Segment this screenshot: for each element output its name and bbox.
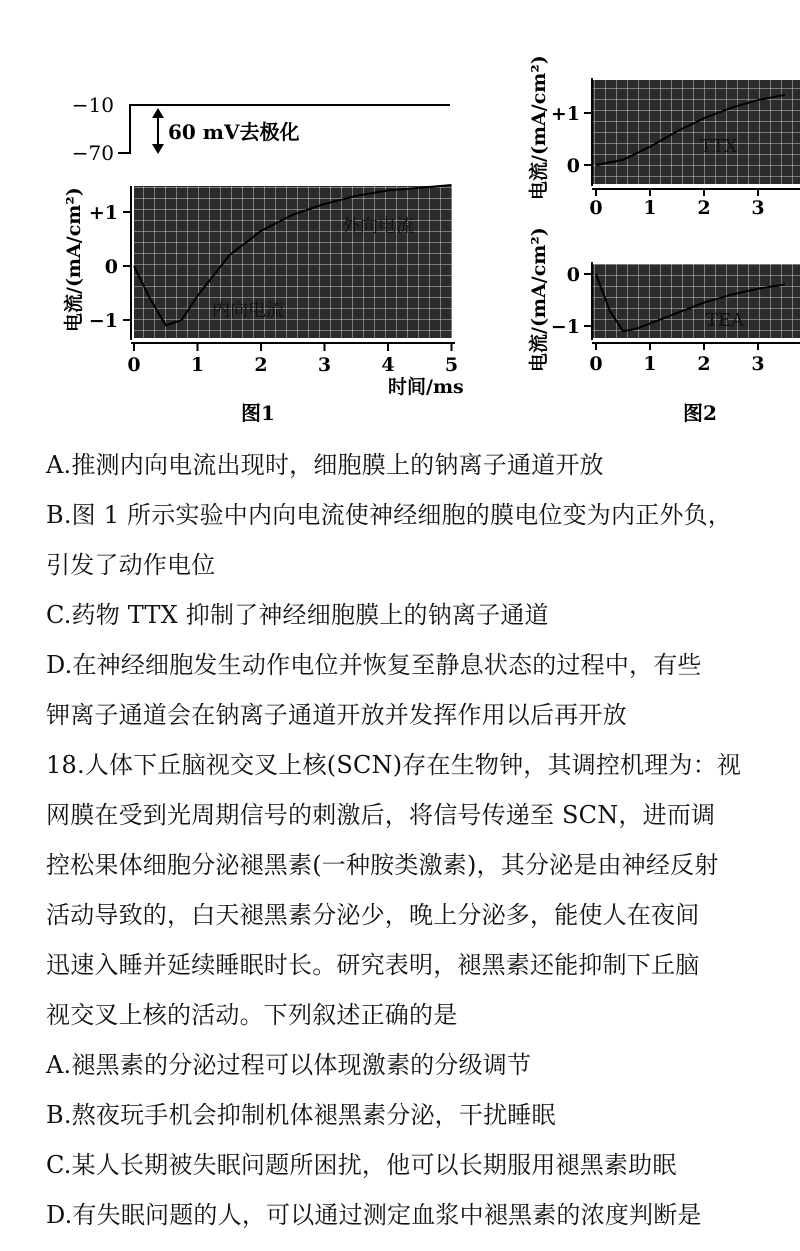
plot2-top-background <box>592 80 800 184</box>
text-line: 钾离子通道会在钠离子通道开放并发挥作用以后再开放 <box>46 701 627 729</box>
plot2-bottom-ylabel: 电流/(mA/cm²) <box>528 227 550 372</box>
x-tick-label: 3 <box>751 353 765 375</box>
stimulus-bottom-label: −70 <box>71 141 114 165</box>
y-tick-label: −1 <box>550 316 580 338</box>
x-tick-label: 1 <box>190 354 205 376</box>
text-line: D.在神经细胞发生动作电位并恢复至静息状态的过程中，有些 <box>46 651 702 679</box>
x-tick-label: 2 <box>697 197 711 219</box>
plot2-top-x-ticks <box>589 189 764 219</box>
text-line: 控松果体细胞分泌褪黑素(一种胺类激素)，其分泌是由神经反射 <box>46 851 719 879</box>
plot2-top-ylabel: 电流/(mA/cm²) <box>528 55 550 200</box>
figure-1 <box>62 93 464 425</box>
text-line: C.药物 TTX 抑制了神经细胞膜上的钠离子通道 <box>46 601 549 629</box>
question-text <box>46 440 791 1240</box>
figure2-caption: 图2 <box>683 401 717 425</box>
figure1-caption: 图1 <box>241 401 275 425</box>
y-tick-label: +1 <box>550 103 580 125</box>
plot2-bottom-curve-label: TEA <box>706 310 745 331</box>
x-tick-label: 3 <box>751 197 765 219</box>
text-line: D.有失眠问题的人，可以通过测定血浆中褪黑素的浓度判断是 <box>46 1201 702 1229</box>
text-line: 迅速入睡并延续睡眠时长。研究表明，褪黑素还能抑制下丘脑 <box>46 951 700 979</box>
figure-area <box>0 0 800 440</box>
text-line: 视交叉上核的活动。下列叙述正确的是 <box>46 1001 458 1029</box>
plot1-ylabel: 电流/(mA/cm²) <box>63 187 85 332</box>
y-tick-label: −1 <box>88 310 118 332</box>
x-tick-label: 3 <box>317 354 332 376</box>
text-line: A.褪黑素的分泌过程可以体现激素的分级调节 <box>46 1051 532 1079</box>
text-line: C.某人长期被失眠问题所困扰，他可以长期服用褪黑素助眠 <box>46 1151 677 1179</box>
text-line: B.图 1 所示实验中内向电流使神经细胞的膜电位变为内正外负， <box>46 501 732 529</box>
plot1-outward-label: 外向电流 <box>342 216 414 237</box>
figure-2 <box>527 55 800 425</box>
text-line: 网膜在受到光周期信号的刺激后，将信号传递至 SCN，进而调 <box>46 801 716 829</box>
x-tick-label: 0 <box>589 353 603 375</box>
text-line: 活动导致的，白天褪黑素分泌少，晚上分泌多，能使人在夜间 <box>46 901 700 929</box>
plot1-x-ticks <box>127 343 458 376</box>
plot2-top-y-ticks <box>551 103 592 177</box>
x-tick-label: 1 <box>643 197 657 219</box>
x-tick-label: 4 <box>381 354 395 376</box>
plot2-top-curve-label: TTX <box>700 136 738 157</box>
plot2-bottom-y-ticks <box>551 264 592 338</box>
x-tick-label: 0 <box>127 354 141 376</box>
x-tick-label: 5 <box>444 354 459 376</box>
plot2-bottom-background <box>592 264 800 338</box>
y-tick-label: +1 <box>88 202 118 224</box>
x-tick-label: 2 <box>697 353 711 375</box>
stimulus-annotation: 60 mV去极化 <box>168 120 300 144</box>
double-arrow-icon <box>152 108 164 154</box>
text-line: 18.人体下丘脑视交叉上核(SCN)存在生物钟，其调控机理为：视 <box>46 751 742 779</box>
y-tick-label: 0 <box>104 256 118 278</box>
y-tick-label: 0 <box>566 264 580 286</box>
plot1-inward-label: 内向电流 <box>212 300 284 321</box>
text-line: B.熬夜玩手机会抑制机体褪黑素分泌，干扰睡眠 <box>46 1101 556 1129</box>
y-tick-label: 0 <box>566 155 580 177</box>
plot1-background <box>134 186 452 338</box>
x-tick-label: 1 <box>643 353 657 375</box>
plot2-bottom-x-ticks <box>589 343 764 375</box>
x-tick-label: 2 <box>254 354 268 376</box>
x-tick-label: 0 <box>589 197 603 219</box>
figures-svg <box>0 0 800 440</box>
text-line: A.推测内向电流出现时，细胞膜上的钠离子通道开放 <box>46 451 604 479</box>
plot1-y-ticks <box>89 202 131 332</box>
text-line: 引发了动作电位 <box>46 551 216 579</box>
plot1-xlabel: 时间/ms <box>388 376 464 398</box>
stimulus-top-label: −10 <box>71 93 114 117</box>
